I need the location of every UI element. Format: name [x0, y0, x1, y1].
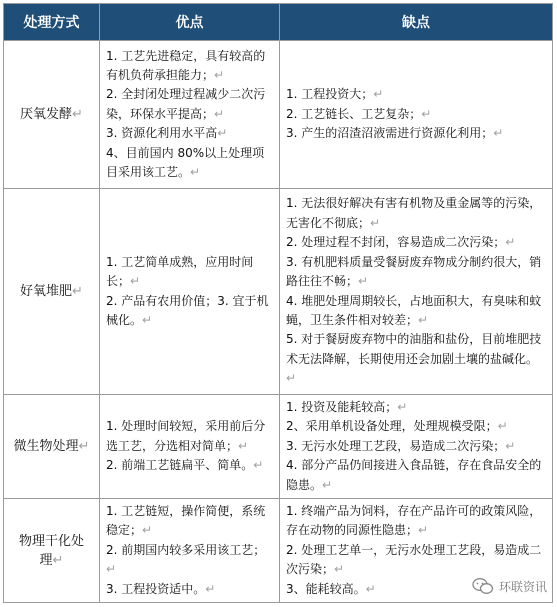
return-mark: ↵: [493, 126, 504, 141]
pros-line: [106, 253, 273, 292]
header-method: 处理方式: [4, 4, 100, 41]
return-mark: ↵: [190, 165, 201, 180]
return-mark: ↵: [334, 562, 345, 577]
return-mark: ↵: [253, 458, 264, 473]
cons-text: 4. 堆肥处理周期较长，占地面积大，有臭味和蚊蝇，卫生条件相对较差；: [286, 293, 542, 327]
pros-cell: [100, 395, 280, 499]
cons-text: 1. 工程投资大；: [286, 87, 374, 102]
return-mark: ↵: [72, 284, 83, 299]
cons-line: [286, 194, 546, 233]
header-row: [4, 4, 553, 41]
cons-line: [286, 417, 546, 436]
header-cons: 缺点: [280, 4, 553, 41]
cons-text: 2. 工艺链长、工艺复杂；: [286, 106, 422, 121]
pros-line: [106, 502, 273, 541]
cons-cell: [280, 189, 553, 395]
pros-text: 1. 工艺简单成熟，应用时间长；: [106, 254, 254, 289]
cons-line: [286, 541, 546, 580]
pros-text: 2. 前期国内较多采用该工艺；: [106, 542, 266, 557]
cons-line: [286, 85, 546, 104]
method-cell: [4, 395, 100, 499]
header-pros: 优点: [100, 4, 280, 41]
cons-line: [286, 233, 546, 252]
cons-line: [286, 398, 546, 417]
return-mark: ↵: [286, 371, 297, 386]
method-line: [10, 105, 93, 124]
pros-text: 2. 全封闭处理过程减少二次污染，环保水平提高；: [106, 87, 266, 121]
cons-text: 4. 部分产品仍间接进入食品链，存在食品安全的隐患。: [286, 458, 542, 492]
method-text: 厌氧发酵: [20, 107, 73, 122]
cons-line: [286, 124, 546, 143]
cons-text: 3. 产生的沼渣沼液需进行资源化利用；: [286, 126, 494, 141]
return-mark: ↵: [418, 523, 429, 538]
method-line: [10, 437, 93, 456]
cons-text: 2. 处理过程不封闭，容易造成二次污染；: [286, 235, 506, 250]
cons-text: 3、能耗较高。: [286, 581, 366, 596]
cons-text: 1. 终端产品为饲料，存在产品许可的政策风险，存在动物的同源性隐患；: [286, 504, 542, 538]
return-mark: ↵: [106, 562, 117, 577]
cons-text: 3. 无污水处理工艺段，易造成二次污染；: [286, 438, 506, 453]
cons-line: [286, 437, 546, 456]
return-mark: ↵: [142, 523, 153, 538]
pros-cell: [100, 499, 280, 603]
return-mark: ↵: [505, 438, 516, 453]
wechat-icon: [472, 577, 494, 595]
pros-line: [106, 47, 273, 86]
pros-text: 4、目前国内 80%以上处理项目采用该工艺。: [106, 145, 265, 180]
pros-text: 1. 工艺链短，操作简便，系统稳定；: [106, 504, 266, 538]
pros-text: 1. 工艺先进稳定，具有较高的有机负荷承担能力；: [106, 48, 266, 82]
cons-line: [286, 502, 546, 541]
pros-line: [106, 85, 273, 124]
return-mark: ↵: [370, 215, 381, 230]
pros-cell: [100, 41, 280, 189]
return-mark: ↵: [130, 274, 141, 289]
pros-text: 1. 处理时间较短，采用前后分选工艺，分选相对简单；: [106, 419, 266, 453]
cons-text: 2、采用单机设备处理，处理规模受限；: [286, 419, 498, 434]
cons-text: 5. 对于餐厨废弃物中的油脂和盐份，目前堆肥技术无法降解，长期使用还会加剧土壤的盐碱化。: [286, 332, 542, 366]
cons-line: [286, 253, 546, 292]
watermark-text: 环联资讯: [498, 579, 547, 594]
method-line: [10, 282, 93, 301]
table-row: [4, 41, 553, 189]
method-text: 微生物处理: [13, 439, 79, 455]
cons-line: [286, 456, 546, 495]
pros-line: [106, 417, 273, 456]
method-text: 物理干化处: [18, 533, 84, 549]
pros-cell: [100, 189, 280, 395]
return-mark: ↵: [52, 552, 64, 568]
cons-line: [286, 105, 546, 124]
method-cell: [4, 41, 100, 189]
cons-cell: [280, 395, 553, 499]
return-mark: ↵: [205, 581, 216, 596]
return-mark: ↵: [397, 400, 408, 414]
cons-text: 1. 投资及能耗较高；: [286, 400, 398, 414]
return-mark: ↵: [358, 274, 369, 289]
cons-line: [286, 330, 546, 388]
cons-text: 2. 处理工艺单一，无污水处理工艺段，易造成二次污染；: [286, 542, 542, 577]
pros-text: 3. 资源化利用水平高: [106, 126, 218, 141]
table-row: [4, 499, 553, 603]
pros-line: [106, 144, 273, 183]
method-cell: [4, 499, 100, 603]
table-row: [4, 189, 553, 395]
return-mark: ↵: [72, 107, 83, 122]
return-mark: ↵: [373, 87, 384, 102]
pros-line: [106, 456, 273, 475]
return-mark: ↵: [214, 106, 225, 121]
return-mark: ↵: [217, 126, 228, 141]
watermark: [472, 577, 547, 595]
return-mark: ↵: [421, 106, 432, 121]
return-mark: ↵: [505, 235, 516, 250]
cons-text: 1. 无法很好解决有害有机物及重金属等的污染，无害化不彻底；: [286, 196, 542, 230]
table-row: [4, 395, 553, 499]
return-mark: ↵: [142, 312, 153, 327]
method-text: 好氧堆肥: [20, 284, 73, 299]
pros-text: 2. 前端工艺链扁平、简单。: [106, 458, 254, 473]
return-mark: ↵: [78, 439, 90, 455]
method-line: [10, 532, 93, 551]
method-line: [10, 551, 93, 570]
pros-text: 3. 工程投资适中。: [106, 581, 206, 596]
return-mark: ↵: [365, 581, 376, 596]
method-text: 理: [39, 552, 53, 568]
cons-line: [286, 292, 546, 331]
return-mark: ↵: [322, 477, 333, 492]
pros-line: [106, 541, 273, 580]
return-mark: ↵: [497, 419, 508, 434]
method-cell: [4, 189, 100, 395]
comparison-table: [3, 3, 553, 603]
pros-line: [106, 124, 273, 143]
pros-text: 2. 产品有农用价值；3. 宜于机械化。: [106, 293, 269, 327]
return-mark: ↵: [214, 67, 225, 82]
return-mark: ↵: [238, 438, 249, 453]
cons-cell: [280, 41, 553, 189]
pros-line: [106, 292, 273, 331]
pros-line: [106, 580, 273, 599]
return-mark: ↵: [418, 312, 429, 327]
cons-text: 3. 有机肥料质量受餐厨废弃物成分制约很大，销路往往不畅；: [286, 254, 542, 289]
